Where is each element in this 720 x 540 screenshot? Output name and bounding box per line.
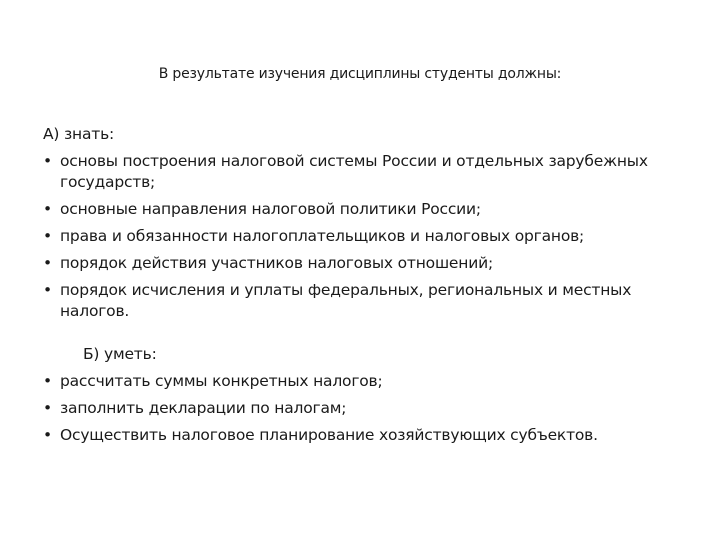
list-item: [43, 151, 683, 193]
list-item-text: основы построения налоговой системы России и отдельных зарубежных государств;: [60, 152, 648, 191]
section-b-list: [43, 371, 683, 446]
list-item-text: права и обязанности налогоплательщиков и налоговых органов;: [60, 227, 585, 245]
list-item: [43, 425, 683, 446]
slide-title: В результате изучения дисциплины студенты должны:: [158, 66, 562, 82]
list-item: [43, 280, 683, 322]
list-item-text: Осуществить налоговое планирование хозяйствующих субъектов.: [60, 426, 598, 444]
list-item-text: порядок действия участников налоговых отношений;: [60, 254, 493, 272]
bullet-icon: •: [43, 152, 52, 170]
bullet-icon: •: [43, 254, 52, 272]
bullet-icon: •: [43, 372, 52, 390]
section-a-list: [43, 151, 683, 322]
bullet-icon: •: [43, 200, 52, 218]
slide-content: [43, 124, 683, 452]
list-item-text: заполнить декларации по налогам;: [60, 399, 347, 417]
list-item: [43, 253, 683, 274]
bullet-icon: •: [43, 227, 52, 245]
bullet-icon: •: [43, 426, 52, 444]
list-item-text: порядок исчисления и уплаты федеральных, региональных и местных налогов.: [60, 281, 632, 320]
bullet-icon: •: [43, 399, 52, 417]
list-item: [43, 371, 683, 392]
section-a-label: А) знать:: [43, 125, 115, 143]
list-item-text: основные направления налоговой политики России;: [60, 200, 481, 218]
list-item: [43, 398, 683, 419]
list-item: [43, 199, 683, 220]
list-item: [43, 226, 683, 247]
section-b-label: Б) уметь:: [83, 345, 157, 363]
bullet-icon: •: [43, 281, 52, 299]
list-item-text: рассчитать суммы конкретных налогов;: [60, 372, 383, 390]
